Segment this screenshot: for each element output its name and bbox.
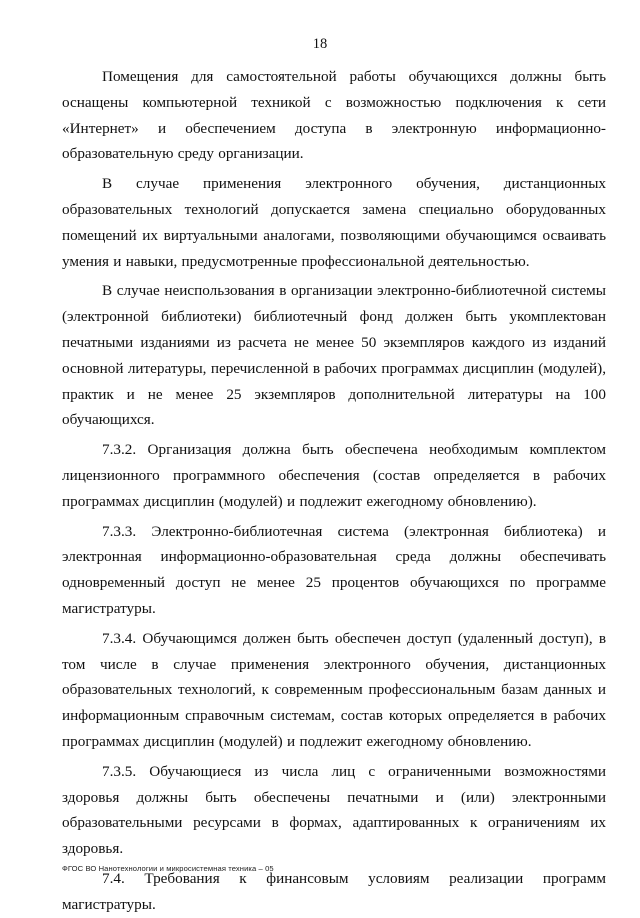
paragraph-7-3-2: 7.3.2. Организация должна быть обеспечена необходимым комплектом лицензионного программного обеспечения (состав определяется в рабочих программах дисциплин (модулей) и подлежит ежегодному обновлению). xyxy=(62,441,606,510)
page-number: 18 xyxy=(312,36,328,52)
page-footer: ФГОС ВО Нанотехнологии и микросистемная техника – 05 xyxy=(62,864,274,873)
paragraph-7-3-3: 7.3.3. Электронно-библиотечная система (электронная библиотека) и электронная информационно-образовательная среда должны обеспечивать одновременный доступ не менее 25 процентов обучающихся по программе магистратуры. xyxy=(62,522,606,617)
paragraph-7-4: 7.4. Требования к финансовым условиям реализации программ магистратуры. xyxy=(62,869,606,913)
paragraph-7-3-4: 7.3.4. Обучающимся должен быть обеспечен доступ (удаленный доступ), в том числе в случае применения электронного обучения, дистанционных образовательных технологий, к современным профессиональным базам данных и информационным справочным системам, состав которых определяется в рабочих программах дисциплин (модулей) и подлежит ежегодному обновлению. xyxy=(62,629,606,750)
paragraph-virtual-analogues: В случае применения электронного обучения, дистанционных образовательных технологий допускается замена специально оборудованных помещений их виртуальными аналогами, позволяющими обучающимся осваивать умения и навыки, предусмотренные профессиональной деятельностью. xyxy=(62,175,606,270)
paragraph-library-fund: В случае неиспользования в организации электронно-библиотечной системы (электронной библиотеки) библиотечный фонд должен быть укомплектован печатными изданиями из расчета не менее 50 экземпляров каждого из изданий основной литературы, перечисленной в рабочих программах дисциплин (модулей), практик и не менее 25 экземпляров дополнительной литературы на 100 обучающихся. xyxy=(62,282,606,429)
paragraph-premises-equipment: Помещения для самостоятельной работы обучающихся должны быть оснащены компьютерной техникой с возможностью подключения к сети «Интернет» и обеспечением доступа в электронную информационно-образовательную среду организации. xyxy=(62,68,606,163)
paragraph-7-3-5: 7.3.5. Обучающиеся из числа лиц с ограниченными возможностями здоровья должны быть обеспечены печатными и (или) электронными образовательными ресурсами в формах, адаптированных к ограничениям их здоровья. xyxy=(62,762,606,858)
document-body xyxy=(62,64,606,918)
